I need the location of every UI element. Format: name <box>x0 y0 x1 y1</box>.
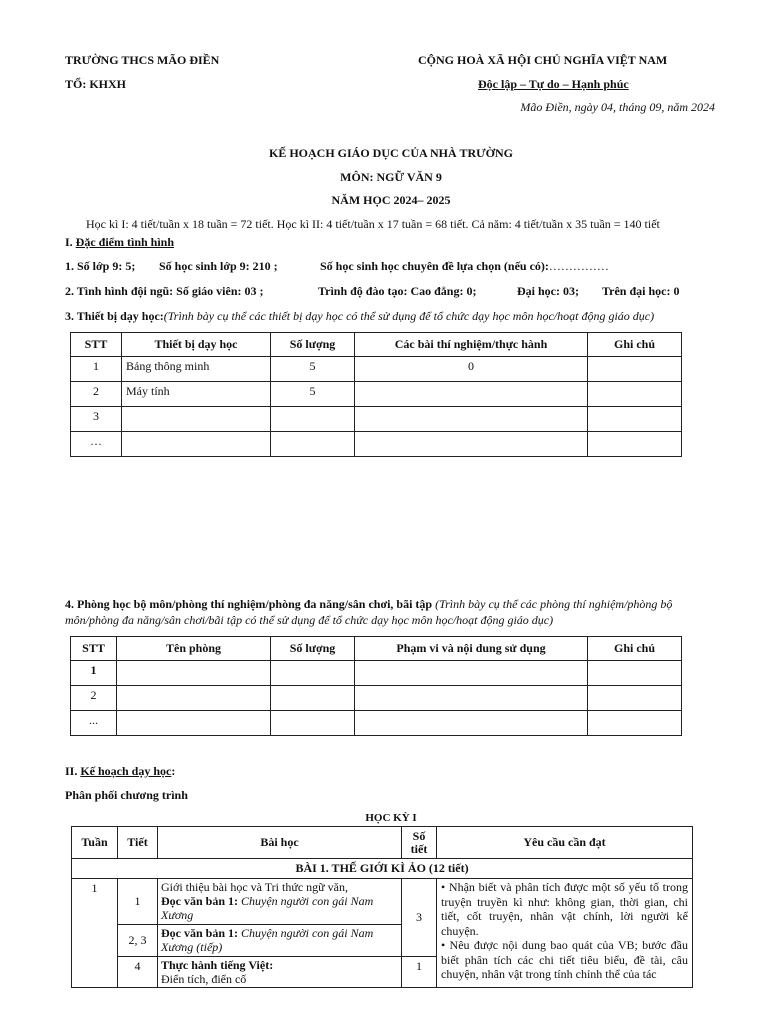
table-cell <box>117 711 271 736</box>
student-count: Số học sinh lớp 9: 210 ; <box>159 259 278 273</box>
table-cell: 3 <box>71 407 122 432</box>
section-2-subtitle: Phân phối chương trình <box>65 788 188 802</box>
lesson-cell <box>158 879 402 925</box>
room-header-scope: Phạm vi và nội dung sử dụng <box>355 637 588 661</box>
table-cell <box>271 711 355 736</box>
table-cell <box>588 382 682 407</box>
university-count: Đại học: 03; <box>517 284 579 298</box>
table-cell <box>355 432 588 457</box>
equipment-heading <box>65 309 654 324</box>
section-2-prefix: II. <box>65 764 81 778</box>
period-cell: 1 <box>118 879 158 925</box>
document-date: Mão Điền, ngày 04, tháng 09, năm 2024 <box>520 100 715 114</box>
equipment-header-quantity: Số lượng <box>271 333 355 357</box>
table-cell <box>117 686 271 711</box>
table-cell: 0 <box>355 357 588 382</box>
table-cell: 5 <box>271 357 355 382</box>
plan-table <box>71 826 693 988</box>
training-level: Trình độ đào tạo: Cao đẳng: 0; <box>318 284 477 298</box>
unit-title: BÀI 1. THẾ GIỚI KÌ ẢO (12 tiết) <box>72 859 693 879</box>
room-header-stt: STT <box>71 637 117 661</box>
document-title: KẾ HOẠCH GIÁO DỤC CỦA NHÀ TRƯỜNG <box>268 146 513 160</box>
school-name: TRƯỜNG THCS MÃO ĐIỀN <box>65 53 220 67</box>
lesson-intro: Giới thiệu bài học và Tri thức ngữ văn, <box>161 880 349 894</box>
table-cell <box>588 432 682 457</box>
table-cell <box>117 661 271 686</box>
lesson-label: Thực hành tiếng Việt: <box>161 958 274 972</box>
postgrad-count: Trên đại học: 0 <box>602 284 680 298</box>
rooms-note-part2: môn/phòng đa năng/sân chơi/bãi tập có thể sử dụng để tổ chức dạy học môn học/hoạt động giáo dục) <box>65 613 554 627</box>
teacher-count: 2. Tình hình đội ngũ: Số giáo viên: 03 ; <box>65 284 264 298</box>
section-2-heading <box>65 764 175 779</box>
table-cell <box>588 407 682 432</box>
table-cell: … <box>71 432 122 457</box>
table-row <box>71 432 682 457</box>
lesson-label: Đọc văn bản 1: <box>161 926 239 940</box>
table-cell <box>588 686 682 711</box>
section-1-heading <box>65 235 174 250</box>
table-row <box>71 686 682 711</box>
lesson-cell <box>158 925 402 957</box>
elective-value: …………… <box>548 259 609 273</box>
section-2-title: Kế hoạch dạy học <box>80 764 172 778</box>
motto: Độc lập – Tự do – Hạnh phúc <box>478 77 629 91</box>
table-cell <box>122 407 271 432</box>
equipment-label: 3. Thiết bị dạy học: <box>65 309 164 323</box>
class-count: 1. Số lớp 9: 5; <box>65 259 136 273</box>
equipment-header-experiments: Các bài thí nghiệm/thực hành <box>355 333 588 357</box>
table-cell: Bảng thông minh <box>122 357 271 382</box>
section-1-prefix: I. <box>65 235 76 249</box>
table-cell <box>355 711 588 736</box>
table-row <box>71 661 682 686</box>
table-cell <box>355 686 588 711</box>
count-cell: 3 <box>402 879 437 957</box>
table-cell <box>271 407 355 432</box>
lesson-cell <box>158 957 402 988</box>
subject-title: MÔN: NGỮ VĂN 9 <box>340 170 442 184</box>
week-cell: 1 <box>72 879 118 988</box>
lesson-title: Điển tích, điển cố <box>161 972 247 986</box>
lesson-label: Đọc văn bản 1: <box>161 894 239 908</box>
period-cell: 2, 3 <box>118 925 158 957</box>
table-cell: 1 <box>71 661 117 686</box>
requirement-item: • Nêu được nội dung bao quát của VB; bước đầu biết phân tích các chi tiết tiêu biểu, đề tài, câu chuyện, nhân vật trong tính chỉnh thể của tác <box>441 938 688 981</box>
table-row <box>71 382 682 407</box>
table-cell <box>355 407 588 432</box>
table-cell: 5 <box>271 382 355 407</box>
nation-name: CỘNG HOÀ XÃ HỘI CHỦ NGHĨA VIỆT NAM <box>418 53 668 67</box>
table-cell <box>588 357 682 382</box>
table-row <box>71 357 682 382</box>
period-cell: 4 <box>118 957 158 988</box>
table-cell <box>588 711 682 736</box>
room-header-note: Ghi chú <box>588 637 682 661</box>
rooms-note-part1: (Trình bày cụ thể các phòng thí nghiệm/phòng bộ <box>435 597 673 611</box>
requirement-cell <box>437 879 693 988</box>
table-cell: 2 <box>71 382 122 407</box>
equipment-header-device: Thiết bị dạy học <box>122 333 271 357</box>
plan-header-lesson: Bài học <box>158 827 402 859</box>
room-header-name: Tên phòng <box>117 637 271 661</box>
school-year: NĂM HỌC 2024– 2025 <box>331 193 451 207</box>
equipment-table <box>70 332 682 457</box>
table-row <box>71 407 682 432</box>
table-cell: Máy tính <box>122 382 271 407</box>
section-2-suffix: : <box>171 764 176 778</box>
equipment-note: (Trình bày cụ thể các thiết bị dạy học có thể sử dụng để tổ chức dạy học môn học/hoạt động giáo dục) <box>163 309 655 323</box>
table-cell: 2 <box>71 686 117 711</box>
hours-note: Học kì I: 4 tiết/tuần x 18 tuần = 72 tiết. Học kì II: 4 tiết/tuần x 17 tuần = 68 tiết. Cả năm: 4 tiết/tuần x 35 tuần = 140 tiết <box>86 217 660 231</box>
table-cell <box>588 661 682 686</box>
plan-header-requirement: Yêu cầu cần đạt <box>437 827 693 859</box>
table-cell <box>271 686 355 711</box>
room-header-quantity: Số lượng <box>271 637 355 661</box>
table-cell <box>122 432 271 457</box>
plan-header-period: Tiết <box>118 827 158 859</box>
rooms-label: 4. Phòng học bộ môn/phòng thí nghiệm/phòng đa năng/sân chơi, bãi tập <box>65 597 433 611</box>
lesson-title: Chuyện người con gái Nam Xương <box>161 894 374 922</box>
rooms-heading <box>65 596 715 612</box>
table-row <box>72 879 693 925</box>
table-cell <box>355 661 588 686</box>
lesson-title: Chuyện người con gái Nam Xương (tiếp) <box>161 926 374 954</box>
table-cell: 1 <box>71 357 122 382</box>
plan-header-week: Tuần <box>72 827 118 859</box>
plan-header-count: Số tiết <box>402 827 437 859</box>
elective-students <box>320 259 609 274</box>
table-row <box>71 711 682 736</box>
equipment-header-note: Ghi chú <box>588 333 682 357</box>
table-cell <box>355 382 588 407</box>
requirement-item: • Nhận biết và phân tích được một số yếu tố trong truyện truyền kì như: không gian, thời gian, chi tiết, cốt truyện, nhân vật chính, lời người kể chuyện. <box>441 880 688 938</box>
table-cell <box>271 432 355 457</box>
room-table <box>70 636 682 736</box>
section-1-title: Đặc điểm tình hình <box>75 235 175 249</box>
team-name: TỔ: KHXH <box>65 77 127 91</box>
equipment-header-stt: STT <box>71 333 122 357</box>
elective-label: Số học sinh học chuyên đề lựa chọn (nếu có): <box>320 259 549 273</box>
count-cell: 1 <box>402 957 437 988</box>
semester-label: HỌC KỲ I <box>365 812 417 824</box>
table-cell <box>271 661 355 686</box>
table-cell: ... <box>71 711 117 736</box>
